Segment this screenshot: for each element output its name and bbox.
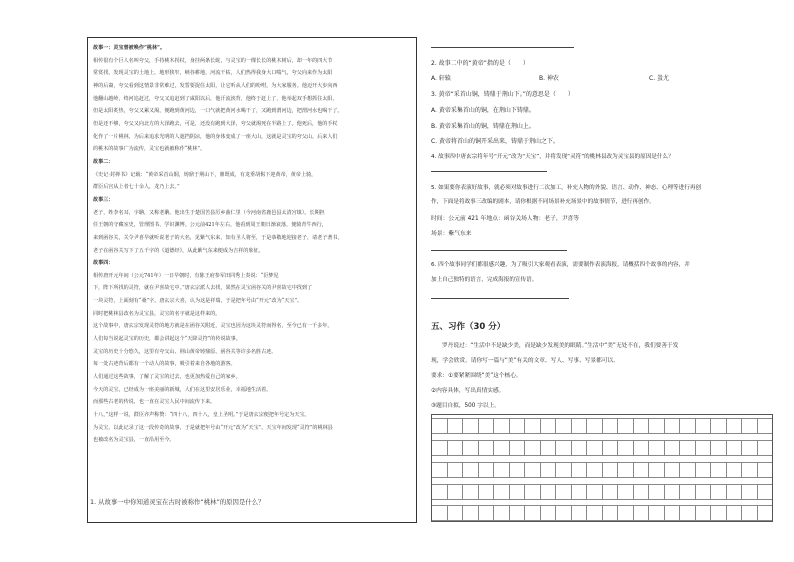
- essay-requirement-1: 要求：①要紧紧围绕“美”这个核心。: [431, 373, 522, 379]
- q3-option-a[interactable]: A. 黄帝采集首山的铜，在荆山下铸鼎。: [431, 107, 535, 114]
- story-text: [93, 42, 411, 472]
- grid-cell[interactable]: [758, 505, 773, 521]
- grid-cell[interactable]: [432, 440, 448, 456]
- q5-time: 时间：公元前 421 年地点：函谷关场人物：老子，尹喜等: [431, 216, 580, 222]
- grid-cell[interactable]: [618, 440, 634, 456]
- grid-cell[interactable]: [727, 418, 743, 434]
- story-line: 任王朝的守藏室史，管理图书，学识渊博。公元前421年左右，他看到周王朝日渐衰落，便骑青牛西行，: [93, 222, 327, 229]
- q2-option-b[interactable]: B. 神农: [539, 75, 559, 82]
- grid-cell[interactable]: [680, 505, 696, 521]
- story-line: 但是还不够，夸父又向北方的大泽跑去，可是，还没有跑到大泽，夸父就渴死在半路上了。他死后，他的手杖: [93, 120, 338, 127]
- story-line: 人们通过这些故事，了解了灵宝的过去，也更加热爱自己的家乡。: [93, 374, 241, 381]
- grid-cell[interactable]: [742, 484, 758, 500]
- essay-prompt-line-1: 罗丹说过：“生活中不是缺少美，而是缺少发现美的眼睛。”生活中“美”无处不在，我们要善于发: [442, 343, 679, 349]
- grid-cell[interactable]: [603, 440, 619, 456]
- grid-cell[interactable]: [649, 484, 665, 500]
- story-line: 也被改名为灵宝县，一直沿用至今。: [93, 437, 175, 444]
- grid-cell[interactable]: [742, 418, 758, 434]
- grid-cell[interactable]: [463, 418, 479, 434]
- story-heading: 故事三：: [93, 196, 114, 203]
- grid-row[interactable]: [432, 484, 772, 500]
- grid-cell[interactable]: [479, 462, 495, 478]
- grid-cell[interactable]: [541, 418, 557, 434]
- grid-cell[interactable]: [432, 505, 448, 521]
- grid-cell[interactable]: [680, 484, 696, 500]
- story-line: 下，陛下所找的灵符，就在尹喜故宅中。”唐玄宗派人去找，果然在灵宝函谷关的尹喜故宅中找到了: [93, 285, 313, 292]
- grid-cell[interactable]: [742, 505, 758, 521]
- story-heading: 故事四：: [93, 260, 114, 267]
- grid-cell[interactable]: [525, 505, 541, 521]
- grid-cell[interactable]: [432, 418, 448, 434]
- grid-cell[interactable]: [680, 462, 696, 478]
- grid-cell[interactable]: [649, 440, 665, 456]
- question-4: 4. 故事四中唐玄宗将年号“开元”改为“天宝”，并将发现“灵符”的桃林县改为灵宝县的原因是什么？: [431, 154, 674, 160]
- grid-cell[interactable]: [696, 505, 712, 521]
- grid-cell[interactable]: [634, 462, 650, 478]
- grid-cell[interactable]: [525, 418, 541, 434]
- grid-cell[interactable]: [603, 462, 619, 478]
- grid-cell[interactable]: [758, 418, 773, 434]
- story-line: 他翻山越岭，终河追赶过，夸父又追赶到了咸阳以后，他汗流浃背，他终于赶上了，他举起双手想抓住太阳，: [93, 95, 338, 102]
- grid-cell[interactable]: [618, 484, 634, 500]
- story-line: [93, 460, 411, 473]
- grid-cell[interactable]: [587, 462, 603, 478]
- question-5-line-2: 作，下面是将故事三改编的剧本，请你根据不同场景补充场景中的故事情节，进行再创作。: [431, 199, 655, 205]
- story-line: 每一处古迹背后都有一个动人的故事，吸引着来自各地的游客。: [93, 361, 236, 368]
- story-line: 老子，姓李名耳，字聃，又称老聃。他出生于楚国苦县厉乡曲仁里（今河南省鹿邑县太清宫镇）。长期担: [93, 209, 325, 216]
- grid-cell[interactable]: [649, 505, 665, 521]
- q3-option-b[interactable]: B. 黄帝采集首山的铜，铸鼎在荆山上。: [431, 123, 535, 130]
- grid-cell[interactable]: [510, 418, 526, 434]
- grid-cell[interactable]: [587, 440, 603, 456]
- grid-row[interactable]: [432, 418, 772, 434]
- grid-cell[interactable]: [649, 462, 665, 478]
- grid-cell[interactable]: [448, 484, 464, 500]
- answer-line: [431, 250, 567, 251]
- grid-cell[interactable]: [556, 484, 572, 500]
- grid-cell[interactable]: [541, 505, 557, 521]
- q2-option-a[interactable]: A. 轩辕: [431, 75, 451, 82]
- grid-row[interactable]: [432, 505, 772, 521]
- grid-cell[interactable]: [696, 484, 712, 500]
- grid-cell[interactable]: [634, 440, 650, 456]
- story-line: 今天的灵宝，已经成为一座美丽的新城，人们在这里安居乐业，幸福地生活着。: [93, 386, 272, 393]
- grid-cell[interactable]: [479, 418, 495, 434]
- story-line: 但是太阳炙热，夸父又累又渴，便跑到黄河边，一口气就把黄河水喝干了，又跑到渭河边，把渭河水也喝干了。: [93, 108, 343, 115]
- grid-cell[interactable]: [556, 440, 572, 456]
- grid-cell[interactable]: [758, 462, 773, 478]
- grid-cell[interactable]: [618, 505, 634, 521]
- grid-cell[interactable]: [603, 505, 619, 521]
- story-line: 《史记·封禅书》记载：“黄帝采首山铜，铸鼎于荆山下，鼎既成，有龙垂胡髯下迎黄帝，黄帝上骑，: [93, 171, 317, 178]
- grid-cell[interactable]: [665, 418, 681, 434]
- grid-cell[interactable]: [727, 484, 743, 500]
- answer-line: [431, 298, 569, 299]
- grid-cell[interactable]: [479, 440, 495, 456]
- grid-cell[interactable]: [758, 440, 773, 456]
- answer-line: [431, 47, 574, 48]
- story-heading: 故事二：: [93, 158, 114, 165]
- grid-cell[interactable]: [711, 462, 727, 478]
- grid-cell[interactable]: [463, 462, 479, 478]
- grid-cell[interactable]: [634, 484, 650, 500]
- grid-cell[interactable]: [634, 418, 650, 434]
- essay-requirement-3: ③题目自拟，500 字以上。: [431, 403, 500, 409]
- grid-cell[interactable]: [510, 440, 526, 456]
- story-line: 群臣后宫从上者七十余人，龙乃上去。”: [93, 184, 180, 191]
- grid-cell[interactable]: [618, 462, 634, 478]
- question-5-line-1: 5. 如果要你表演好故事，就必须对故事进行二次加工，补充人物的外貌、语言、动作、神态、心理等进行再创: [431, 185, 702, 191]
- grid-cell[interactable]: [587, 505, 603, 521]
- q5-scene: 场景：紫气东来: [431, 231, 472, 237]
- grid-cell[interactable]: [758, 484, 773, 500]
- grid-cell[interactable]: [463, 505, 479, 521]
- grid-cell[interactable]: [711, 484, 727, 500]
- grid-cell[interactable]: [665, 462, 681, 478]
- grid-cell[interactable]: [556, 462, 572, 478]
- grid-cell[interactable]: [479, 505, 495, 521]
- story-line: 老子在函谷关写下了五千字的《道德经》，从此紫气东来便成为吉祥的象征。: [93, 247, 264, 254]
- story-line: 的桃木的故事广为流传，灵宝也就被称作“桃林”。: [93, 146, 206, 153]
- grid-cell[interactable]: [510, 505, 526, 521]
- question-6-line-1: 6. 四个故事同学们都很感兴趣，为了吸引大家观看表演，需要制作表演海报，请概括四个故事的内容，并: [431, 262, 690, 268]
- grid-cell[interactable]: [525, 440, 541, 456]
- grid-cell[interactable]: [711, 440, 727, 456]
- grid-cell[interactable]: [665, 505, 681, 521]
- story-line: 为灵宝，以此记录了这一段传奇的故事，于是就把年号由“开元”改为“天宝”。天宝年间发现“灵符”的桃林县: [93, 424, 333, 431]
- grid-cell[interactable]: [448, 462, 464, 478]
- grid-cell[interactable]: [510, 484, 526, 500]
- grid-cell[interactable]: [587, 484, 603, 500]
- grid-cell[interactable]: [432, 484, 448, 500]
- grid-cell[interactable]: [572, 440, 588, 456]
- grid-cell[interactable]: [634, 505, 650, 521]
- question-6-line-2: 加上自己独特的语言，完成海报的宣传语。: [431, 277, 538, 283]
- grid-cell[interactable]: [494, 505, 510, 521]
- grid-cell[interactable]: [479, 484, 495, 500]
- grid-cell[interactable]: [696, 440, 712, 456]
- story-line: [93, 447, 411, 460]
- grid-cell[interactable]: [572, 462, 588, 478]
- story-line: 十八，”这样一说，群臣齐声称赞：“四十八，四十八，皇上圣明。”于是唐玄宗便把年号定为天宝。: [93, 412, 310, 419]
- grid-cell[interactable]: [696, 462, 712, 478]
- question-3: 3. 黄帝“采首山铜，铸鼎于荆山下。”的意思是（ ）: [431, 91, 574, 98]
- grid-cell[interactable]: [649, 418, 665, 434]
- grid-cell[interactable]: [432, 462, 448, 478]
- grid-cell[interactable]: [711, 505, 727, 521]
- story-line: 相传很有个巨人名叫夸父，手持桃木拐杖，身挂两条长蛇，与灵宝的一棵长长的桃木树后，却一年的四大节: [93, 57, 333, 64]
- story-line: 来到函谷关，关令尹喜早就听说老子的大名，见紫气东来，知有圣人将至，于是恭敬地迎接老子，请老子著书，: [93, 234, 343, 241]
- question-2: 2. 故事二中的“黄帝”指的是（ ）: [431, 60, 529, 67]
- writing-grid[interactable]: [431, 414, 773, 522]
- grid-cell[interactable]: [463, 484, 479, 500]
- grid-cell[interactable]: [727, 440, 743, 456]
- story-line: 神的后裔，夸父看到这情景非常难过，发誓要捉住太阳，让它听从人们的吩咐。为大家服务。他迈开大步向西: [93, 82, 338, 89]
- essay-requirement-2: ②内容具体，写出真情实感。: [431, 388, 505, 394]
- grid-cell[interactable]: [525, 462, 541, 478]
- grid-cell[interactable]: [727, 462, 743, 478]
- essay-prompt-line-2: 现，学会欣赏。请你写一篇与“美”有关的文章。写人、写事、写景都可以。: [431, 358, 619, 364]
- answer-line: [431, 171, 547, 172]
- story-line: 而那些古老的传说，也一直在灵宝人民中间流传下来。: [93, 399, 216, 406]
- grid-cell[interactable]: [463, 440, 479, 456]
- story-line: 同时把桃林县改名为灵宝县，灵宝的名字就是这样来的。: [93, 310, 221, 317]
- grid-cell[interactable]: [572, 484, 588, 500]
- grid-cell[interactable]: [494, 418, 510, 434]
- story-line: 这个故事中，唐玄宗发现灵符的地方就是在函谷关附近，灵宝也因为这块灵符而得名，至今已有一千多年。: [93, 323, 333, 330]
- story-line: 常赏找，发现灵宝的土地上，地形狭窄，峡谷耕地，河流干枯，人们热得我身大口喘气，夸父向来作为太阳: [93, 70, 333, 77]
- question-1: 1. 从故事一中你知道灵宝在古时被称作“桃林”的原因是什么？: [90, 498, 265, 506]
- grid-cell[interactable]: [541, 484, 557, 500]
- grid-cell[interactable]: [742, 440, 758, 456]
- story-line: 一块灵符，上面刻有“桑”字。唐玄宗大喜，认为这是祥瑞，于是把年号由“开元”改为“天宝”。: [93, 298, 303, 305]
- story-line: 人们每当说起灵宝的历史，都会讲起这个“天降灵符”的传说故事。: [93, 336, 241, 343]
- section-5-title: 五、习作（30 分）: [431, 322, 506, 332]
- grid-cell[interactable]: [525, 484, 541, 500]
- grid-cell[interactable]: [556, 418, 572, 434]
- grid-cell[interactable]: [448, 418, 464, 434]
- grid-cell[interactable]: [572, 505, 588, 521]
- grid-row[interactable]: [432, 440, 772, 456]
- grid-cell[interactable]: [494, 440, 510, 456]
- grid-cell[interactable]: [727, 505, 743, 521]
- grid-cell[interactable]: [572, 418, 588, 434]
- grid-cell[interactable]: [541, 462, 557, 478]
- grid-cell[interactable]: [510, 462, 526, 478]
- grid-cell[interactable]: [541, 440, 557, 456]
- grid-cell[interactable]: [556, 505, 572, 521]
- grid-row[interactable]: [432, 462, 772, 478]
- q3-option-c[interactable]: C. 黄帝将首山的铜开采出来，铸鼎于荆山之下。: [431, 138, 560, 145]
- grid-cell[interactable]: [603, 418, 619, 434]
- grid-cell[interactable]: [680, 440, 696, 456]
- story-line: 灵宝的历史十分悠久，这里有夸父山、荆山黄帝铸鼎原、函谷关等许多名胜古迹。: [93, 348, 277, 355]
- grid-cell[interactable]: [587, 418, 603, 434]
- grid-cell[interactable]: [680, 418, 696, 434]
- grid-cell[interactable]: [665, 440, 681, 456]
- grid-cell[interactable]: [494, 484, 510, 500]
- story-line: 化作了一片桃林，为后来追求光明的人遮挡阴凉，他的身体变成了一座大山，这就是灵宝的夸父山。后来人们: [93, 133, 338, 140]
- grid-cell[interactable]: [448, 505, 464, 521]
- grid-cell[interactable]: [696, 418, 712, 434]
- grid-cell[interactable]: [665, 484, 681, 500]
- story-line: 相传唐开元年间（公元741年）一日早朝时，有陈王府参军田同秀上奏说：“臣梦见: [93, 272, 279, 279]
- story-heading: 故事一：灵宝曾被唤作“桃林”。: [93, 45, 166, 51]
- grid-cell[interactable]: [494, 462, 510, 478]
- grid-cell[interactable]: [448, 440, 464, 456]
- grid-cell[interactable]: [711, 418, 727, 434]
- grid-cell[interactable]: [742, 462, 758, 478]
- q2-option-c[interactable]: C. 蚩尤: [649, 75, 670, 82]
- grid-cell[interactable]: [618, 418, 634, 434]
- grid-cell[interactable]: [603, 484, 619, 500]
